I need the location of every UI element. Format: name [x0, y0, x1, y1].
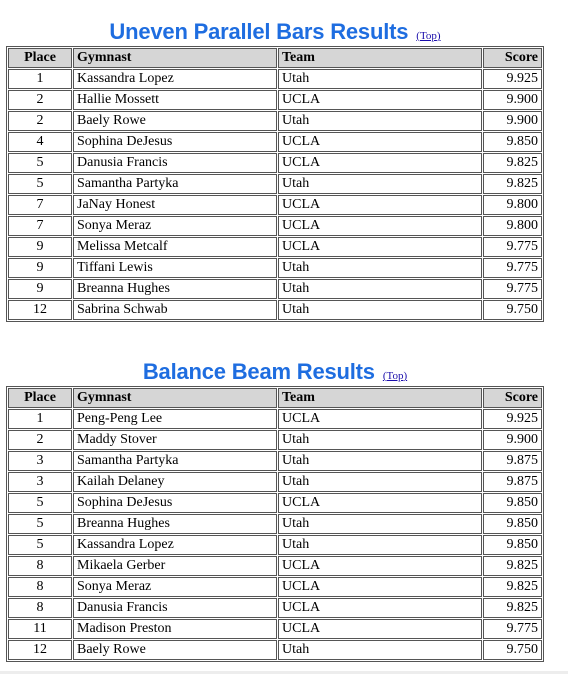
- table-row: [8, 174, 542, 194]
- cell-team: UCLA: [278, 195, 482, 215]
- table-row: [8, 640, 542, 660]
- cell-team: Utah: [278, 279, 482, 299]
- table-row: [8, 514, 542, 534]
- cell-gymnast: Samantha Partyka: [73, 174, 277, 194]
- cell-team: UCLA: [278, 409, 482, 429]
- cell-score: 9.775: [483, 258, 542, 278]
- beam-results-table: [6, 386, 544, 662]
- cell-score: 9.825: [483, 556, 542, 576]
- cell-place: 12: [8, 300, 72, 320]
- cell-gymnast: Madison Preston: [73, 619, 277, 639]
- cell-score: 9.850: [483, 535, 542, 555]
- cell-team: UCLA: [278, 237, 482, 257]
- table-row: [8, 577, 542, 597]
- cell-score: 9.825: [483, 598, 542, 618]
- cell-score: 9.750: [483, 640, 542, 660]
- beam-title: Balance Beam Results: [142, 359, 375, 384]
- table-row: [8, 300, 542, 320]
- cell-score: 9.850: [483, 493, 542, 513]
- cell-gymnast: Sophina DeJesus: [73, 132, 277, 152]
- cell-place: 8: [8, 598, 72, 618]
- table-row: [8, 472, 542, 492]
- table-row: [8, 451, 542, 471]
- cell-score: 9.875: [483, 451, 542, 471]
- cell-place: 9: [8, 237, 72, 257]
- cell-place: 1: [8, 69, 72, 89]
- cell-team: Utah: [278, 514, 482, 534]
- header-place: Place: [8, 388, 72, 408]
- cell-place: 12: [8, 640, 72, 660]
- cell-gymnast: Danusia Francis: [73, 153, 277, 173]
- cell-team: Utah: [278, 472, 482, 492]
- beam-table-body: [8, 409, 542, 660]
- table-header-row: [8, 48, 542, 68]
- table-row: [8, 493, 542, 513]
- cell-team: Utah: [278, 430, 482, 450]
- cell-team: Utah: [278, 174, 482, 194]
- cell-gymnast: JaNay Honest: [73, 195, 277, 215]
- cell-team: UCLA: [278, 493, 482, 513]
- cell-place: 2: [8, 430, 72, 450]
- cell-score: 9.750: [483, 300, 542, 320]
- cell-place: 5: [8, 493, 72, 513]
- cell-gymnast: Melissa Metcalf: [73, 237, 277, 257]
- cell-team: UCLA: [278, 556, 482, 576]
- cell-score: 9.825: [483, 153, 542, 173]
- table-row: [8, 195, 542, 215]
- cell-gymnast: Sonya Meraz: [73, 216, 277, 236]
- cell-team: UCLA: [278, 90, 482, 110]
- cell-gymnast: Samantha Partyka: [73, 451, 277, 471]
- table-row: [8, 90, 542, 110]
- cell-team: UCLA: [278, 577, 482, 597]
- table-row: [8, 619, 542, 639]
- cell-gymnast: Kassandra Lopez: [73, 69, 277, 89]
- cell-score: 9.850: [483, 132, 542, 152]
- cell-place: 9: [8, 258, 72, 278]
- table-row: [8, 216, 542, 236]
- cell-score: 9.825: [483, 577, 542, 597]
- beam-heading: [6, 358, 544, 386]
- bars-table-body: [8, 69, 542, 320]
- table-row: [8, 409, 542, 429]
- cell-score: 9.900: [483, 430, 542, 450]
- cell-score: 9.875: [483, 472, 542, 492]
- cell-place: 8: [8, 556, 72, 576]
- cell-place: 5: [8, 535, 72, 555]
- table-row: [8, 153, 542, 173]
- header-score: Score: [483, 388, 542, 408]
- bars-title: Uneven Parallel Bars Results: [109, 19, 409, 44]
- bars-heading: [6, 18, 544, 46]
- bars-top-link[interactable]: (Top): [416, 30, 441, 42]
- bars-top-link-label[interactable]: Top: [419, 30, 437, 42]
- cell-score: 9.925: [483, 69, 542, 89]
- cell-gymnast: Tiffani Lewis: [73, 258, 277, 278]
- table-row: [8, 430, 542, 450]
- cell-place: 3: [8, 451, 72, 471]
- header-gymnast: Gymnast: [73, 48, 277, 68]
- table-header-row: [8, 388, 542, 408]
- cell-gymnast: Breanna Hughes: [73, 514, 277, 534]
- header-gymnast: Gymnast: [73, 388, 277, 408]
- cell-team: Utah: [278, 451, 482, 471]
- cell-place: 9: [8, 279, 72, 299]
- cell-gymnast: Maddy Stover: [73, 430, 277, 450]
- bars-results-table: [6, 46, 544, 322]
- table-row: [8, 535, 542, 555]
- table-row: [8, 258, 542, 278]
- cell-score: 9.800: [483, 195, 542, 215]
- cell-place: 2: [8, 90, 72, 110]
- cell-score: 9.900: [483, 90, 542, 110]
- cell-team: UCLA: [278, 598, 482, 618]
- table-row: [8, 69, 542, 89]
- bars-section: [6, 18, 544, 322]
- header-place: Place: [8, 48, 72, 68]
- header-team: Team: [278, 48, 482, 68]
- beam-section: [6, 358, 544, 662]
- cell-score: 9.850: [483, 514, 542, 534]
- table-row: [8, 556, 542, 576]
- cell-team: UCLA: [278, 153, 482, 173]
- cell-gymnast: Kailah Delaney: [73, 472, 277, 492]
- cell-place: 7: [8, 216, 72, 236]
- cell-score: 9.900: [483, 111, 542, 131]
- cell-score: 9.925: [483, 409, 542, 429]
- cell-team: Utah: [278, 640, 482, 660]
- cell-place: 5: [8, 174, 72, 194]
- cell-gymnast: Hallie Mossett: [73, 90, 277, 110]
- cell-score: 9.775: [483, 619, 542, 639]
- cell-place: 1: [8, 409, 72, 429]
- cell-place: 8: [8, 577, 72, 597]
- cell-team: Utah: [278, 300, 482, 320]
- cell-team: UCLA: [278, 132, 482, 152]
- cell-team: Utah: [278, 535, 482, 555]
- cell-score: 9.825: [483, 174, 542, 194]
- table-row: [8, 111, 542, 131]
- cell-gymnast: Baely Rowe: [73, 640, 277, 660]
- cell-team: Utah: [278, 69, 482, 89]
- cell-team: UCLA: [278, 216, 482, 236]
- cell-place: 5: [8, 514, 72, 534]
- cell-gymnast: Sonya Meraz: [73, 577, 277, 597]
- beam-top-link[interactable]: (Top): [382, 370, 408, 382]
- header-team: Team: [278, 388, 482, 408]
- table-row: [8, 598, 542, 618]
- cell-gymnast: Mikaela Gerber: [73, 556, 277, 576]
- cell-gymnast: Danusia Francis: [73, 598, 277, 618]
- cell-score: 9.800: [483, 216, 542, 236]
- cell-team: Utah: [278, 111, 482, 131]
- table-row: [8, 237, 542, 257]
- cell-gymnast: Peng-Peng Lee: [73, 409, 277, 429]
- cell-team: UCLA: [278, 619, 482, 639]
- cell-score: 9.775: [483, 279, 542, 299]
- table-row: [8, 279, 542, 299]
- cell-place: 7: [8, 195, 72, 215]
- cell-gymnast: Sabrina Schwab: [73, 300, 277, 320]
- cell-gymnast: Breanna Hughes: [73, 279, 277, 299]
- cell-team: Utah: [278, 258, 482, 278]
- cell-score: 9.775: [483, 237, 542, 257]
- cell-place: 2: [8, 111, 72, 131]
- header-score: Score: [483, 48, 542, 68]
- cell-gymnast: Sophina DeJesus: [73, 493, 277, 513]
- cell-place: 5: [8, 153, 72, 173]
- cell-place: 3: [8, 472, 72, 492]
- cell-place: 11: [8, 619, 72, 639]
- table-row: [8, 132, 542, 152]
- beam-top-link-label[interactable]: Top: [386, 370, 404, 382]
- cell-gymnast: Kassandra Lopez: [73, 535, 277, 555]
- cell-place: 4: [8, 132, 72, 152]
- cell-gymnast: Baely Rowe: [73, 111, 277, 131]
